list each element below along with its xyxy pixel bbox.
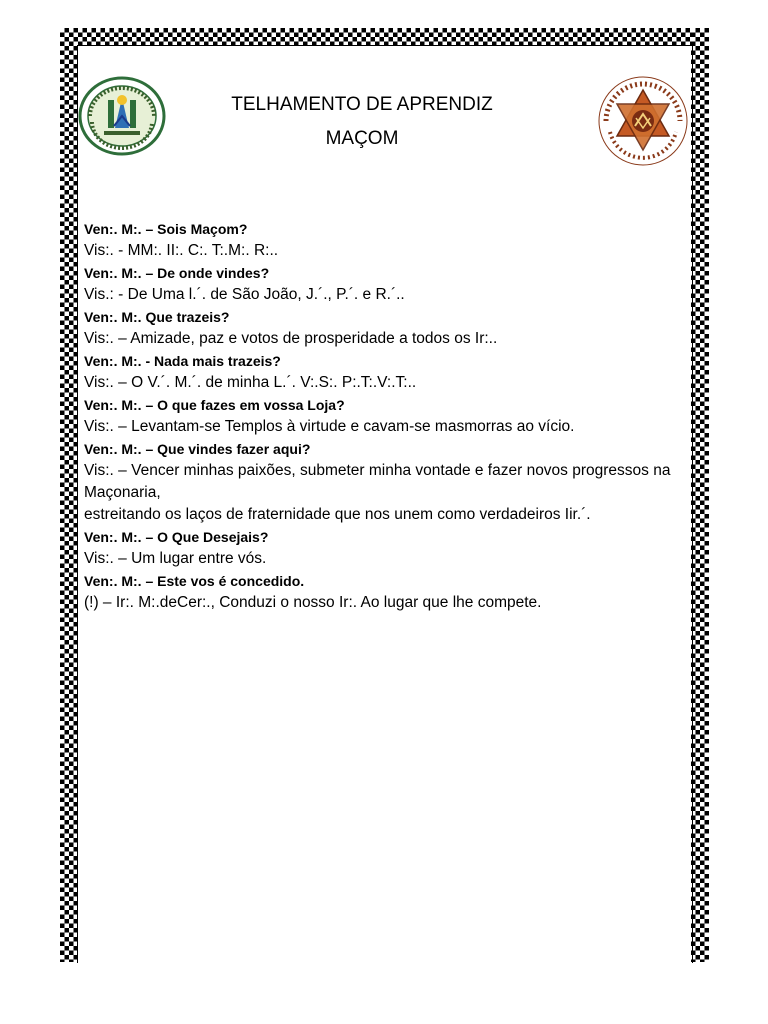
checkered-border-right bbox=[691, 28, 709, 962]
visitor-line: Vis:. – Vencer minhas paixões, submeter minha vontade e fazer novos progressos na Maçonaria, bbox=[84, 462, 671, 501]
star-of-david-seal-right-icon bbox=[596, 74, 690, 168]
venerable-line: Ven:. M:. – O Que Desejais? bbox=[84, 529, 269, 545]
venerable-line: Ven:. M:. – Que vindes fazer aqui? bbox=[84, 441, 311, 457]
venerable-line: Ven:. M:. – De onde vindes? bbox=[84, 265, 270, 281]
venerable-line: Ven:. M:. Que trazeis? bbox=[84, 309, 230, 325]
venerable-line: Ven:. M:. – Este vos é concedido. bbox=[84, 573, 305, 589]
checkered-border-left bbox=[60, 28, 78, 962]
masonic-seal-left-icon bbox=[78, 76, 166, 156]
visitor-line: Vis.: - De Uma l.´. de São João, J.´., P.´. e R.´.. bbox=[84, 286, 405, 303]
visitor-line: Vis:. – Amizade, paz e votos de prosperidade a todos os Ir:.. bbox=[84, 330, 498, 347]
page-title-line1: TELHAMENTO DE APRENDIZ bbox=[231, 94, 493, 115]
visitor-line: Vis:. – Levantam-se Templos à virtude e cavam-se masmorras ao vício. bbox=[84, 418, 575, 435]
visitor-line: Vis:. – Um lugar entre vós. bbox=[84, 550, 267, 567]
checkered-border-top bbox=[60, 28, 709, 46]
master-of-ceremonies-line: (!) – Ir:. M:.deCer:., Conduzi o nosso Ir:. Ao lugar que lhe compete. bbox=[84, 594, 542, 611]
venerable-line: Ven:. M:. – Sois Maçom? bbox=[84, 221, 248, 237]
page-title-line2: MAÇOM bbox=[325, 128, 399, 149]
dialogue-text bbox=[84, 218, 684, 614]
venerable-line: Ven:. M:. – O que fazes em vossa Loja? bbox=[84, 397, 345, 413]
venerable-line: Ven:. M:. - Nada mais trazeis? bbox=[84, 353, 281, 369]
visitor-line: Vis:. – O V.´. M.´. de minha L.´. V:.S:. P:.T:.V:.T:.. bbox=[84, 374, 417, 391]
visitor-line: estreitando os laços de fraternidade que nos unem como verdadeiros Iir.´. bbox=[84, 506, 591, 523]
visitor-line: Vis:. - MM:. II:. C:. T:.M:. R:.. bbox=[84, 242, 279, 259]
